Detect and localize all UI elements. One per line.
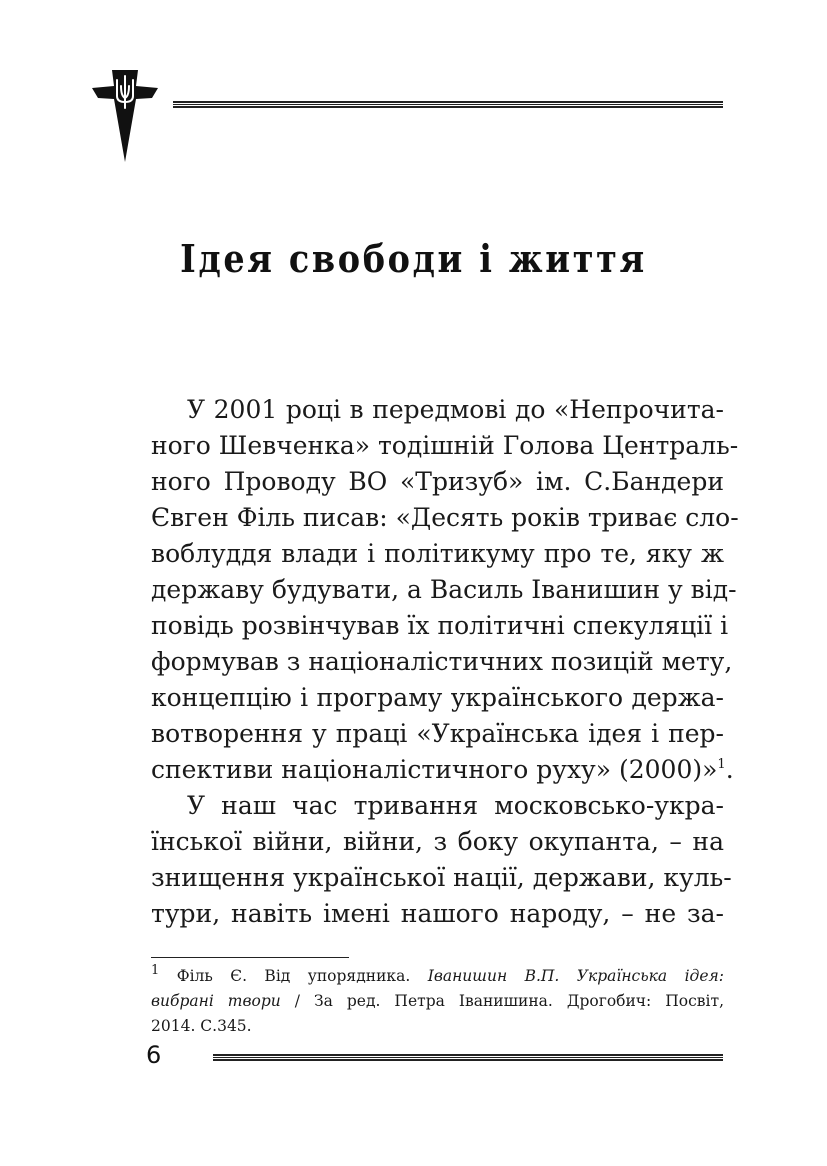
text-line: вотворення у праці «Українська ідея і пер- <box>151 719 724 748</box>
text-line: знищення української нації, держави, куль- <box>151 863 732 892</box>
text-line: концепцію і програму українського держа- <box>151 683 724 712</box>
text-line: ного Проводу ВО «Тризуб» ім. С.Бандери <box>151 467 724 496</box>
footer-rule <box>213 1054 723 1061</box>
text-line: тури, навіть імені нашого народу, – не за- <box>151 899 724 928</box>
text-line: ного Шевченка» тодішній Голова Централь- <box>151 431 739 460</box>
text-line: державу будувати, а Василь Іванишин у від- <box>151 575 737 604</box>
text-line: повідь розвінчував їх політичні спекуляції і <box>151 611 729 640</box>
footnote-line: 2014. С.345. <box>151 1017 252 1035</box>
footnote-marker: 1 <box>151 962 160 978</box>
sentence-end: . <box>725 755 734 784</box>
text-line: воблуддя влади і політикуму про те, яку ж <box>151 539 724 568</box>
footnote-reference[interactable]: 1 <box>717 756 726 772</box>
text-line: формував з націоналістичних позицій мету, <box>151 647 733 676</box>
footnote-book-title: Іванишин В.П. Українська ідея: <box>427 967 725 985</box>
footnote <box>151 964 724 1039</box>
text-line: Євген Філь писав: «Десять років триває сло- <box>151 503 739 532</box>
footnote-line <box>151 964 724 989</box>
text-line <box>151 752 734 788</box>
footnote-line <box>151 989 724 1014</box>
trident-arrow-emblem-icon <box>90 68 160 164</box>
text-line-content: спективи націоналістичного руху» (2000)» <box>151 755 718 784</box>
body-text <box>151 392 739 932</box>
footnote-publication: / За ред. Петра Іванишина. Дрогобич: Посвіт, <box>280 992 724 1010</box>
text-line: У 2001 році в передмові до «Непрочита- <box>187 395 724 424</box>
chapter-title: Ідея свободи і життя <box>180 236 647 281</box>
page-number: 6 <box>146 1041 162 1069</box>
text-line: їнської війни, війни, з боку окупанта, – на <box>151 827 724 856</box>
footnote-book-title-cont: вибрані твори <box>151 992 281 1010</box>
header-rule <box>173 101 723 108</box>
footnote-author: Філь Є. Від упорядника. <box>159 967 428 985</box>
text-line: У наш час тривання московсько-укра- <box>187 791 724 820</box>
footnote-divider <box>151 957 349 958</box>
